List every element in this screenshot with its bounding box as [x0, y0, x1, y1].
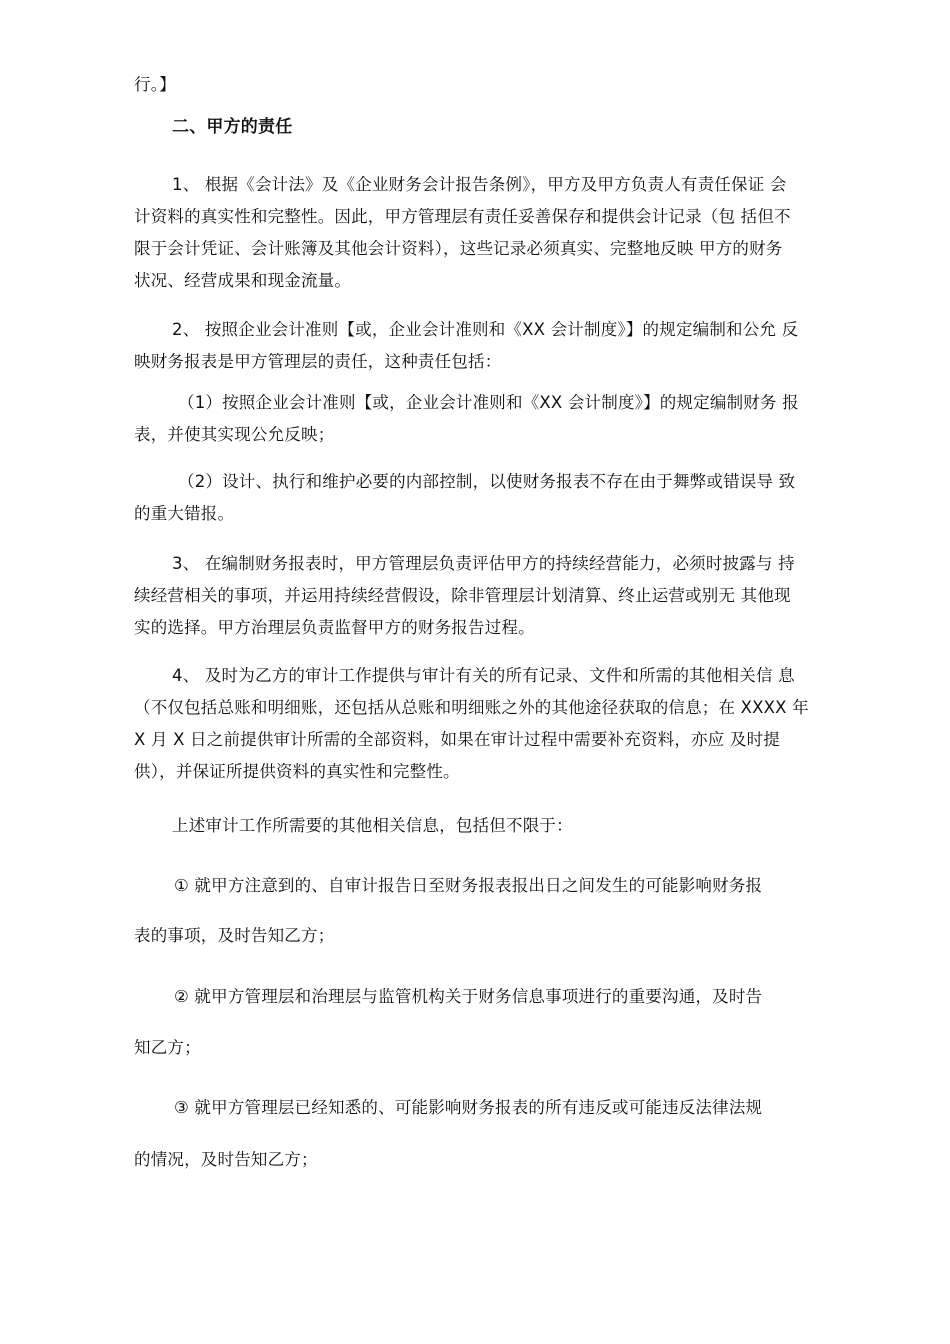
list-item-line: ② 就甲方管理层和治理层与监管机构关于财务信息事项进行的重要沟通，及时告 [174, 987, 763, 1006]
list-item-line: 表的事项，及时告知乙方； [134, 926, 335, 945]
paragraph-line: 2、 按照企业会计准则【或，企业会计准则和《XX 会计制度》】的规定编制和公允 反 [172, 320, 799, 339]
paragraph-line: 供），并保证所提供资料的真实性和完整性。 [134, 762, 460, 781]
list-item-line: 知乙方； [134, 1038, 201, 1057]
paragraph-line: 续经营相关的事项，并运用持续经营假设，除非管理层计划清算、终止运营或别无 其他现 [134, 586, 791, 605]
paragraph-line: 映财务报表是甲方管理层的责任，这种责任包括： [134, 352, 502, 371]
paragraph-line: 上述审计工作所需要的其他相关信息，包括但不限于： [172, 816, 573, 835]
paragraph-line: X 月 X 日之前提供审计所需的全部资料，如果在审计过程中需要补充资料，亦应 及时提 [134, 730, 780, 749]
list-item-line: 的情况，及时告知乙方； [134, 1150, 318, 1169]
paragraph-line: （不仅包括总账和明细账，还包括从总账和明细账之外的其他途径获取的信息；在 XXXX 年 [134, 698, 809, 717]
paragraph-line: （1）按照企业会计准则【或，企业会计准则和《XX 会计制度》】的规定编制财务 报 [178, 393, 799, 412]
paragraph-line: 限于会计凭证、会计账簿及其他会计资料），这些记录必须真实、完整地反映 甲方的财务 [134, 239, 783, 258]
paragraph-line: 的重大错报。 [134, 504, 235, 523]
paragraph-line: 4、 及时为乙方的审计工作提供与审计有关的所有记录、文件和所需的其他相关信 息 [172, 666, 795, 685]
paragraph-line: 状况、经营成果和现金流量。 [134, 271, 352, 290]
paragraph-line: （2）设计、执行和维护必要的内部控制，以使财务报表不存在由于舞弊或错误导 致 [178, 472, 796, 491]
paragraph-line: 计资料的真实性和完整性。因此，甲方管理层有责任妥善保存和提供会计记录（包 括但不 [134, 207, 791, 226]
paragraph-line: 1、 根据《会计法》及《企业财务会计报告条例》，甲方及甲方负责人有责任保证 会 [172, 175, 787, 194]
continuation-text: 行。】 [134, 75, 176, 94]
paragraph-line: 表，并使其实现公允反映； [134, 425, 335, 444]
paragraph-line: 实的选择。甲方治理层负责监督甲方的财务报告过程。 [134, 618, 535, 637]
list-item-line: ③ 就甲方管理层已经知悉的、可能影响财务报表的所有违反或可能违反法律法规 [174, 1098, 763, 1117]
paragraph-line: 3、 在编制财务报表时，甲方管理层负责评估甲方的持续经营能力，必须时披露与 持 [172, 554, 795, 573]
list-item-line: ① 就甲方注意到的、自审计报告日至财务报表报出日之间发生的可能影响财务报 [174, 876, 763, 895]
section-heading: 二、甲方的责任 [172, 117, 293, 137]
